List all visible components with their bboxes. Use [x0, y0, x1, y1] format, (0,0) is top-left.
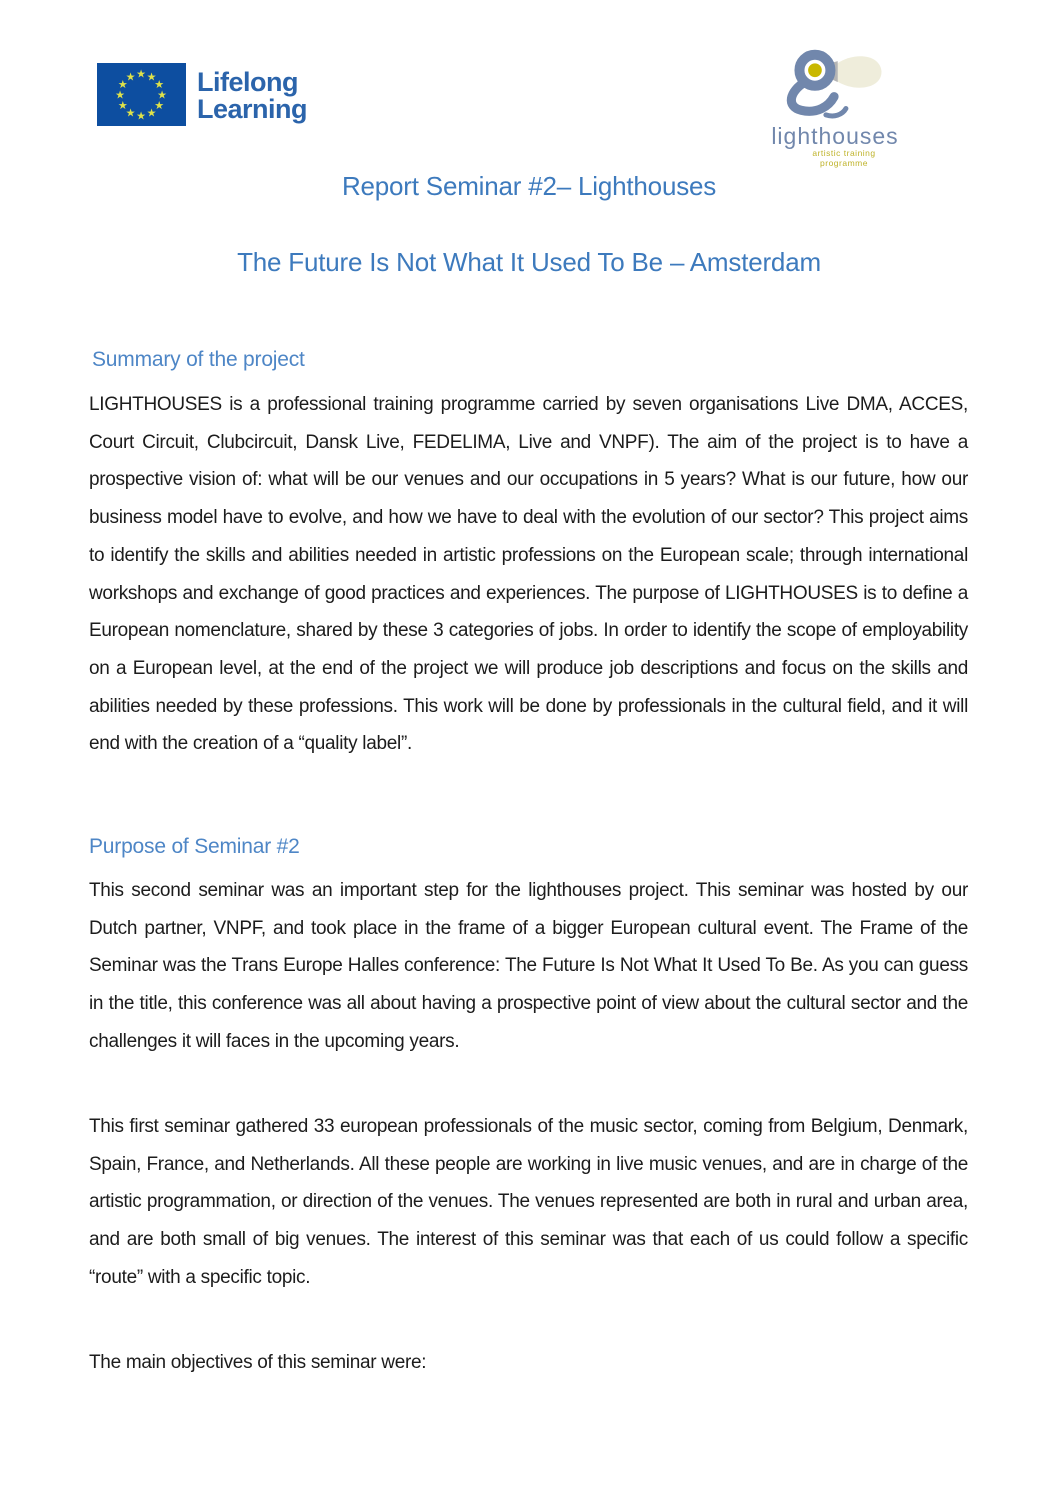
lighthouses-wordmark: lighthouses: [771, 123, 899, 149]
eu-logo-text-line1: Lifelong: [197, 67, 298, 97]
eu-flag-icon: [97, 63, 186, 126]
svg-text:★: ★: [136, 109, 146, 123]
svg-text:★: ★: [154, 99, 165, 112]
svg-text:★: ★: [125, 106, 136, 120]
objectives-intro-line: The main objectives of this seminar were:: [89, 1352, 427, 1373]
svg-text:★: ★: [125, 70, 136, 84]
report-title: Report Seminar #2– Lighthouses: [341, 171, 717, 201]
svg-text:★: ★: [117, 78, 128, 91]
lighthouses-logo-icon: [773, 42, 897, 124]
svg-text:★: ★: [115, 88, 125, 102]
svg-text:★: ★: [117, 99, 128, 112]
svg-text:★: ★: [146, 106, 157, 120]
eu-logo-text-line2: Learning: [197, 94, 308, 124]
svg-text:★: ★: [154, 78, 165, 91]
section-heading-summary: Summary of the project: [92, 348, 305, 371]
eu-lifelong-learning-logo: [97, 63, 307, 126]
lighthouses-logo: [770, 42, 900, 168]
svg-text:★: ★: [146, 70, 157, 84]
section-heading-purpose: Purpose of Seminar #2: [89, 835, 300, 858]
lighthouses-subtitle: artistic training programme: [812, 148, 876, 168]
report-subtitle: The Future Is Not What It Used To Be – Amsterdam: [237, 247, 821, 277]
summary-paragraph: LIGHTHOUSES is a professional training programme carried by seven organisations Live DMA, ACCES, Court Circuit, Clubcircuit, Dansk Live, FEDELIMA, Live and VNPF). The aim of the project is to have a prospective vision of: what will be our venues and our occupations in 5 years? What is our future, how our business model have to evolve, and how we have to deal with the evolution of our sector? This project aims to identify the skills and abilities needed in artistic professions on the European scale; through international workshops and exchange of good practices and experiences. The purpose of LIGHTHOUSES is to define a European nomenclature, shared by these 3 categories of jobs. In order to identify the scope of employability on a European level, at the end of the project we will produce job descriptions and focus on the skills and abilities needed by these professions. This work will be done by professionals in the cultural field, and it will end with the creation of a “quality label”.: [89, 394, 968, 755]
eu-logo-text: [197, 69, 307, 126]
purpose-paragraph-1: This second seminar was an important step for the lighthouses project. This seminar was hosted by our Dutch partner, VNPF, and took place in the frame of a bigger European cultural event. The Frame of the Seminar was the Trans Europe Halles conference: The Future Is Not What It Used To Be. As you can guess in the title, this conference was all about having a prospective point of view about the cultural sector and the challenges it will faces in the upcoming years.: [89, 880, 968, 1052]
svg-text:★: ★: [157, 88, 167, 102]
svg-text:★: ★: [136, 67, 146, 81]
purpose-paragraph-2: This first seminar gathered 33 european professionals of the music sector, coming from Belgium, Denmark, Spain, France, and Netherlands. All these people are working in live music venues, and are in charge of the artistic programmation, or direction of the venues. The venues represented are both in rural and urban area, and are both small of big venues. The interest of this seminar was that each of us could follow a specific “route” with a specific topic.: [89, 1116, 968, 1288]
